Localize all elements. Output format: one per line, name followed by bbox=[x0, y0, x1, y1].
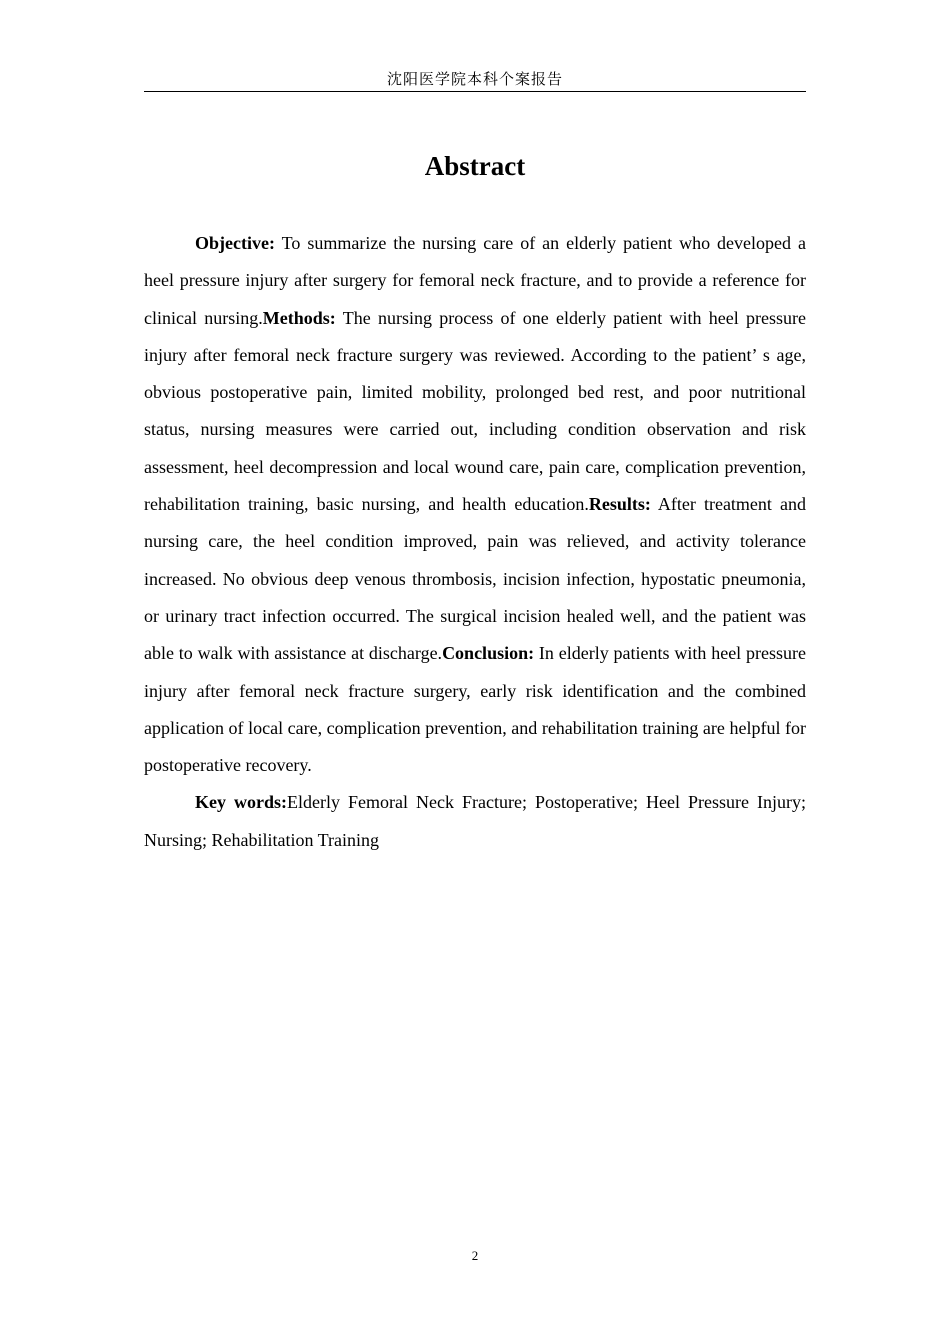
objective-label: Objective: bbox=[195, 233, 275, 253]
results-text: After treatment and nursing care, the heel condition improved, pain was relieved, and activity tolerance increased. No obvious deep venous thrombosis, incision infection, hypostatic pneumonia, or urinary tract infection occurred. The surgical incision healed well, and the patient was able to walk with assistance at discharge. bbox=[144, 494, 806, 664]
page-header: 沈阳医学院本科个案报告 bbox=[386, 70, 563, 88]
abstract-heading: Abstract bbox=[424, 151, 526, 181]
keywords-text: Elderly Femoral Neck Fracture; Postoperative; Heel Pressure Injury; Nursing; Rehabilitation Training bbox=[144, 792, 806, 850]
page-number: 2 bbox=[471, 1248, 479, 1263]
results-label: Results: bbox=[588, 494, 651, 515]
keywords-paragraph bbox=[144, 784, 806, 859]
header-divider bbox=[144, 91, 806, 92]
keywords-label: Key words: bbox=[195, 792, 288, 813]
conclusion-text: In elderly patients with heel pressure injury after femoral neck fracture surgery, early risk identification and the combined application of local care, complication prevention, and rehabilitation training are helpful for postoperative recovery. bbox=[144, 643, 806, 776]
abstract-body bbox=[144, 225, 806, 859]
methods-text: The nursing process of one elderly patient with heel pressure injury after femoral neck fracture surgery was reviewed. According to the patient’ s age, obvious postoperative pain, limited mobility, prolonged bed rest, and poor nutritional status, nursing measures were carried out, including condition observation and risk assessment, heel decompression and local wound care, pain care, complication prevention, rehabilitation training, basic nursing, and health education. bbox=[144, 307, 806, 515]
methods-label: Methods: bbox=[262, 307, 336, 328]
objective-text: To summarize the nursing care of an elderly patient who developed a heel pressure injury after surgery for femoral neck fracture, and to provide a reference for clinical nursing. bbox=[144, 233, 806, 328]
abstract-paragraph bbox=[144, 225, 806, 784]
conclusion-label: Conclusion: bbox=[442, 643, 535, 664]
